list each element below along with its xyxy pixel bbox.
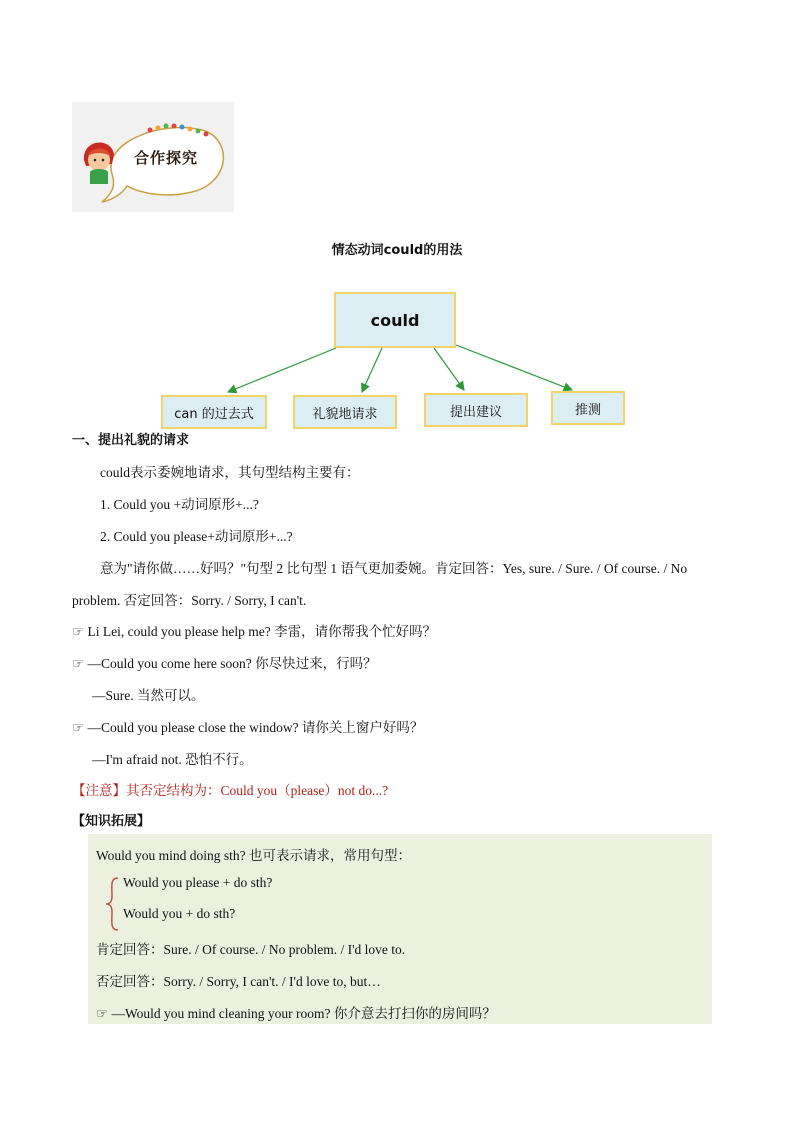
logo-label: 合作探究 xyxy=(134,149,199,167)
pattern-2: 2. Could you please+动词原形+...? xyxy=(100,529,293,544)
arrow-guess xyxy=(456,345,572,390)
arrow-polite xyxy=(362,348,382,392)
example-2-reply: —Sure. 当然可以。 xyxy=(92,688,205,703)
diagram-root-node: could xyxy=(334,292,456,348)
example-2: ☞ —Could you come here soon? 你尽快过来，行吗？ xyxy=(72,656,377,671)
positive-answer: 肯定回答：Sure. / Of course. / No problem. / I'd love to. xyxy=(96,942,406,957)
diagram-node-polite-request: 礼貌地请求 xyxy=(293,395,397,429)
diagram-node-past-tense: can 的过去式 xyxy=(161,395,267,429)
explain-line-2: problem. 否定回答：Sorry. / Sorry, I can't. xyxy=(72,593,307,608)
expand-example: ☞ —Would you mind cleaning your room? 你介意去打扫你的房间吗？ xyxy=(96,1006,496,1021)
brace-icon xyxy=(104,876,120,932)
diagram-arrows xyxy=(0,0,794,440)
explain-line-1: 意为"请你做……好吗？"句型 2 比句型 1 语气更加委婉。肯定回答：Yes, sure. / Sure. / Of course. / No xyxy=(100,561,688,576)
diagram-node-guess: 推测 xyxy=(551,391,625,425)
example-1: ☞ Li Lei, could you please help me? 李雷，请你帮我个忙好吗？ xyxy=(72,624,437,639)
note-label: 【注意】 xyxy=(72,783,126,798)
pattern-1: 1. Could you +动词原形+...? xyxy=(100,497,259,512)
arrow-suggest xyxy=(434,348,464,390)
negative-answer: 否定回答：Sorry. / Sorry, I can't. / I'd love to, but… xyxy=(96,974,381,989)
option-2: Would you + do sth? xyxy=(123,906,236,921)
diagram-node-suggestion: 提出建议 xyxy=(424,393,528,427)
example-3-reply: —I'm afraid not. 恐怕不行。 xyxy=(92,752,253,767)
intro-text: could表示委婉地请求，其句型结构主要有： xyxy=(100,465,360,480)
note-text: 其否定结构为：Could you（please）not do...? xyxy=(126,783,389,798)
expand-heading: 【知识拓展】 xyxy=(72,814,151,829)
arrow-past xyxy=(228,348,336,392)
note-line xyxy=(72,779,388,799)
option-1: Would you please + do sth? xyxy=(123,875,273,890)
example-3: ☞ —Could you please close the window? 请你关上窗户好吗？ xyxy=(72,720,424,735)
expand-line-1: Would you mind doing sth? 也可表示请求，常用句型： xyxy=(96,848,412,863)
page-title: 情态动词could的用法 xyxy=(331,243,463,258)
section-heading: 一、提出礼貌的请求 xyxy=(72,433,190,448)
